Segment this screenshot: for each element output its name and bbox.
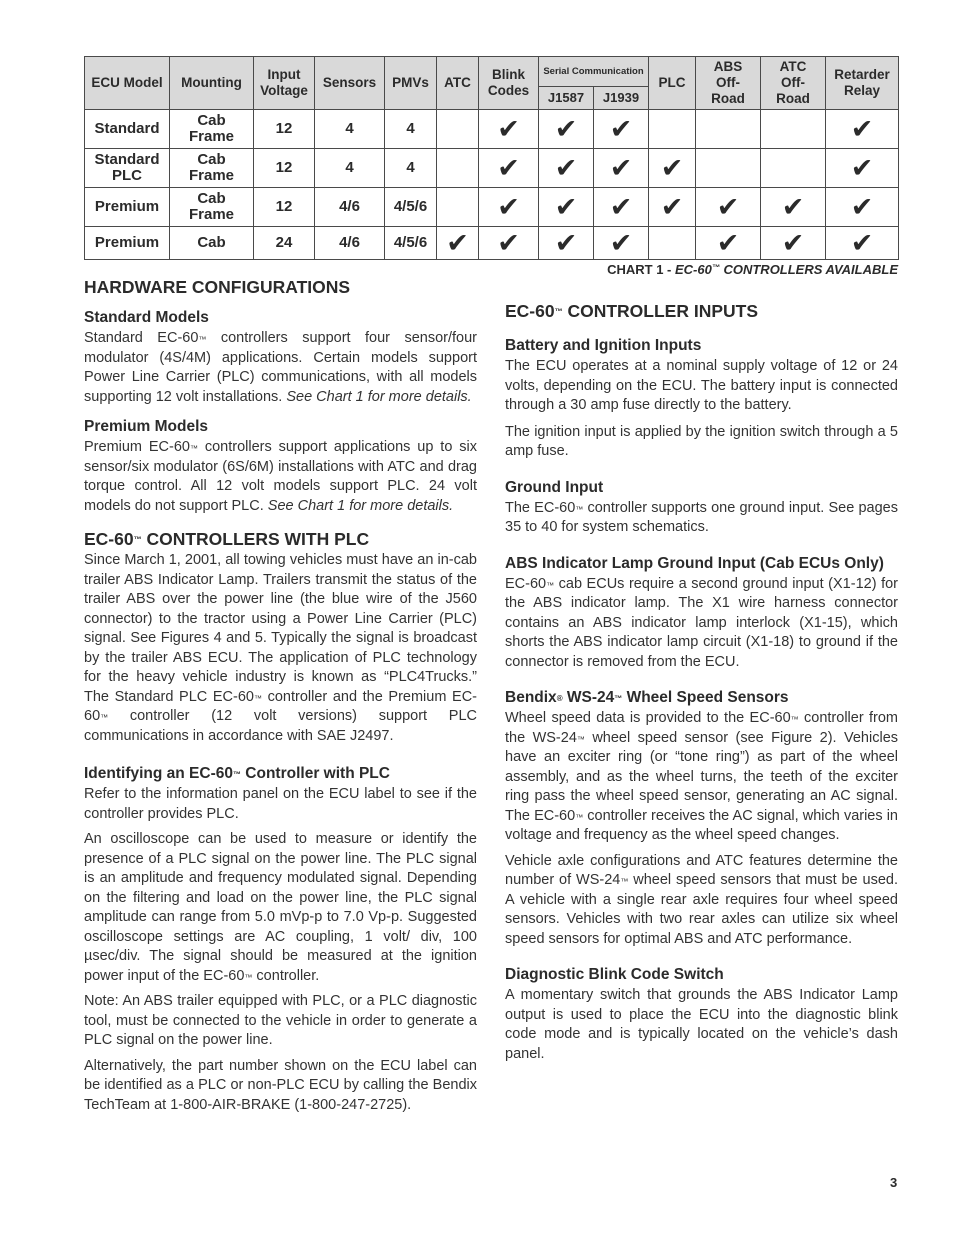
cell-abs-off-road [696,110,761,149]
abs-indicator-lamp-heading: ABS Indicator Lamp Ground Input (Cab ECUs Only) [505,554,884,572]
cell-sensors: 4/6 [315,188,385,227]
header-abs-off-road-text: ABS Off-Road [711,59,745,106]
cell-atc-off-road [761,149,826,188]
cell-retarder: ✔ [826,110,899,149]
cell-atc [437,188,479,227]
cell-plc: ✔ [649,149,696,188]
cell-mounting-text: Cab Frame [188,112,235,145]
controllers-with-plc-heading [84,528,477,550]
trademark: ™ [575,504,584,514]
cell-model [85,149,170,188]
text-span: EC-60 [505,575,547,592]
premium-models-heading: Premium Models [84,418,209,435]
header-mounting: Mounting [170,57,254,110]
trademark: ™ [614,694,623,703]
cell-plc [649,110,696,149]
trademark: ™ [198,335,207,344]
header-sensors: Sensors [315,57,385,110]
text-span: Identifying an EC-60 [84,765,233,782]
cell-retarder: ✔ [826,149,899,188]
cell-j1939: ✔ [594,110,649,149]
header-retarder-relay: Retarder Relay [826,57,899,110]
cell-blink: ✔ [479,188,539,227]
header-ecu-model: ECU Model [85,57,170,110]
header-atc: ATC [437,57,479,110]
cell-j1587: ✔ [539,227,594,260]
registered-mark: ® [556,694,563,703]
cell-mounting [170,188,254,227]
trademark: ™ [546,580,555,590]
identifying-plc-heading [84,762,477,785]
cell-blink: ✔ [479,227,539,260]
cell-j1939: ✔ [594,188,649,227]
battery-paragraph-2: The ignition input is applied by the ignition switch through a 5 amp fuse. [505,423,898,459]
text-span: EC-60 [505,301,555,321]
text-span: controller and the Premium EC-60 [84,688,478,724]
text-span: Standard EC-60 [84,330,199,346]
text-span: Wheel speed data is provided to the EC-60 [505,710,791,726]
cell-sensors: 4 [315,110,385,149]
trademark: ™ [575,812,584,822]
table-row [85,227,899,260]
text-span: WS-24 [562,689,615,706]
cell-atc-off-road: ✔ [761,227,826,260]
cell-retarder: ✔ [826,188,899,227]
text-span: wheel speed sensor (see Figure 2). Vehicles have an exciter ring (or “tone ring”) as part of the wheel assembly, and as the wheel turns, the teeth of the exciter ring pass the wheel speed sensor, generating an AC signal. The EC-60 [505,729,899,824]
hardware-configurations-heading: HARDWARE CONFIGURATIONS [84,277,351,297]
cell-mounting-text: Cab Frame [188,190,235,223]
cell-retarder: ✔ [826,227,899,260]
text-span: controller supports one ground input. See pages 35 to 40 for system schematics. [505,499,898,535]
controllers-chart [84,56,899,260]
text-span: Vehicle axle configurations and ATC features determine the number of WS-24 [505,852,898,888]
cell-model: Standard [85,110,170,149]
page-number: 3 [890,1175,898,1190]
right-column [505,300,898,1064]
text-span: controller. [252,967,320,984]
cell-plc [649,227,696,260]
header-j1587: J1587 [539,87,594,110]
standard-models-heading: Standard Models [84,309,209,326]
cell-mounting [170,149,254,188]
premium-models-paragraph [84,438,477,516]
text-span: controller from the WS-24 [505,710,898,746]
identify-paragraph-4: Alternatively, the part number shown on the ECU label can be identified as a PLC or non-PLC ECU by calling the Bendix TechTeam at 1-800-AIR-BRAKE (1-800-247-2725). [84,1057,477,1113]
trademark: ™ [133,535,142,544]
text-span: Controller with PLC [241,765,390,782]
text-span: EC-60 [84,529,134,549]
text-span: The EC-60 [505,499,576,516]
text-span: CONTROLLER INPUTS [562,301,759,321]
header-atc-off-road [761,57,826,110]
trademark: ™ [189,444,198,453]
chart-caption [607,262,898,277]
cell-voltage: 24 [254,227,315,260]
cell-blink: ✔ [479,110,539,149]
table-row [85,188,899,227]
cell-voltage: 12 [254,188,315,227]
cell-atc-off-road: ✔ [761,188,826,227]
text-span: CONTROLLERS WITH PLC [141,529,370,549]
cell-atc: ✔ [437,227,479,260]
text-span: An oscilloscope can be used to measure or identify the presence of a PLC signal on the power line. The PLC signal is an amplitude and frequency modulated signal. Depending on the filtering and load on the power line, the PLC signal amplitude can range from 5.0 mVp-p to 7.0 Vp-p. Suggested oscilloscope settings are AC coupling, 1 volt/ div, 100 µsec/div. The signal should be measured at the ignition power input of the EC-60 [84,831,477,984]
caption-tm: ™ [711,263,720,272]
cell-j1587: ✔ [539,110,594,149]
cell-voltage: 12 [254,110,315,149]
header-serial-communication: Serial Communication [539,57,649,87]
cell-mounting [170,110,254,149]
cell-abs-off-road: ✔ [696,188,761,227]
header-atc-off-road-text: ATC Off-Road [776,59,810,106]
ws24-paragraph-2 [505,852,898,950]
cell-atc-off-road [761,110,826,149]
header-j1939: J1939 [594,87,649,110]
trademark: ™ [253,693,262,703]
cell-abs-off-road [696,149,761,188]
trademark: ™ [576,734,585,744]
trademark: ™ [244,972,253,982]
abs-indicator-lamp-paragraph [505,575,898,673]
blink-code-switch-heading: Diagnostic Blink Code Switch [505,966,724,983]
cell-abs-off-road: ✔ [696,227,761,260]
cell-j1587: ✔ [539,188,594,227]
standard-models-paragraph [84,329,477,407]
cell-mounting-text: Cab Frame [188,151,235,184]
battery-paragraph-1: The ECU operates at a nominal supply voltage of 12 or 24 volts, depending on the ECU. The battery input is connected through a 30 amp fuse directly to the battery. [505,358,898,413]
header-pmvs: PMVs [385,57,437,110]
trademark: ™ [554,307,563,316]
left-column [84,274,477,1115]
text-span: See Chart 1 for more details. [286,388,472,405]
text-span: controller receives the AC signal, which varies in voltage and frequency as the wheel speed changes. [505,807,898,843]
text-span: wheel speed sensors that must be used. A vehicle with a single rear axle requires four wheel speed sensors. Vehicles with two rear axles can utilize six wheel speed sensors for optimal ABS and ATC performance. [505,872,898,947]
text-span: See Chart 1 for more details. [267,497,454,514]
cell-pmvs: 4/5/6 [385,188,437,227]
header-blink-codes: Blink Codes [479,57,539,110]
text-span: Bendix [505,689,557,706]
plc-paragraph [84,551,477,746]
trademark: ™ [620,877,629,886]
cell-voltage: 12 [254,149,315,188]
text-span: controllers support applications up to six sensor/six modulator (6S/6M) installations with ATC and drag torque control. All 12 volt models support PLC. 24 volt models do not support PLC. [84,439,477,514]
battery-ignition-heading: Battery and Ignition Inputs [505,337,702,354]
header-abs-off-road [696,57,761,110]
cell-j1939: ✔ [594,149,649,188]
identify-paragraph-1: Refer to the information panel on the ECU label to see if the controller provides PLC. [84,786,477,822]
text-span: Wheel Speed Sensors [622,689,789,706]
text-span: controller (12 volt versions) support PLC communications in accordance with SAE J2497. [84,708,477,744]
ground-input-heading: Ground Input [505,478,604,496]
cell-blink: ✔ [479,149,539,188]
table-row [85,149,899,188]
cell-model-text: Standard PLC [94,151,160,184]
blink-code-switch-paragraph: A momentary switch that grounds the ABS Indicator Lamp output is used to place the ECU into the diagnostic blink code mode and is typically located on the vehicle’s dash panel. [505,987,898,1062]
cell-model: Premium [85,188,170,227]
cell-mounting: Cab [170,227,254,260]
text-span: controllers support four sensor/four modulator (4S/4M) applications. Certain models support Power Line Carrier (PLC) communications, with all models supporting 12 volt installations. [84,330,477,405]
cell-model: Premium [85,227,170,260]
trademark: ™ [100,713,109,722]
cell-atc [437,110,479,149]
ws24-paragraph-1 [505,709,898,846]
text-span: cab ECUs require a second ground input (X1-12) for the ABS indicator lamp. The X1 wire harness connector contains an ABS indicator lamp interlock (X1-15), which shorts the ABS indicator lamp circuit (X1-18) to ground if the connector is removed from the ECU. [505,575,898,670]
controller-inputs-heading [505,300,898,322]
trademark: ™ [790,715,799,724]
trademark: ™ [233,770,241,779]
cell-sensors: 4/6 [315,227,385,260]
caption-prefix: CHART 1 - [607,262,675,277]
cell-atc [437,149,479,188]
text-span: Premium EC-60 [84,439,190,455]
ws24-sensors-heading [505,686,898,709]
cell-sensors: 4 [315,149,385,188]
ground-input-paragraph [505,499,898,538]
cell-plc: ✔ [649,188,696,227]
cell-pmvs: 4 [385,149,437,188]
caption-suffix: CONTROLLERS AVAILABLE [719,262,898,277]
identify-paragraph-3: Note: An ABS trailer equipped with PLC, or a PLC diagnostic tool, must be connected to the vehicle in order to generate a PLC signal on the power line. [84,993,477,1048]
cell-pmvs: 4 [385,110,437,149]
caption-italic: EC-60 [675,262,712,277]
cell-pmvs: 4/5/6 [385,227,437,260]
identify-paragraph-2 [84,830,477,986]
header-input-voltage: Input Voltage [254,57,315,110]
cell-j1939: ✔ [594,227,649,260]
cell-j1587: ✔ [539,149,594,188]
table-row [85,110,899,149]
text-span: Since March 1, 2001, all towing vehicles must have an in-cab trailer ABS Indicator Lamp. Trailers transmit the status of the trailer ABS over the power line (the blue wire of the J560 connector) to the tractor using a Power Line Carrier (PLC) signal. See Figures 4 and 5. Typically the signal is broadcast by the trailer ABS ECU. The application of PLC technology for the heavy vehicle industry is known as “PLC4Trucks.” The Standard PLC EC-60 [84,552,477,705]
header-plc: PLC [649,57,696,110]
